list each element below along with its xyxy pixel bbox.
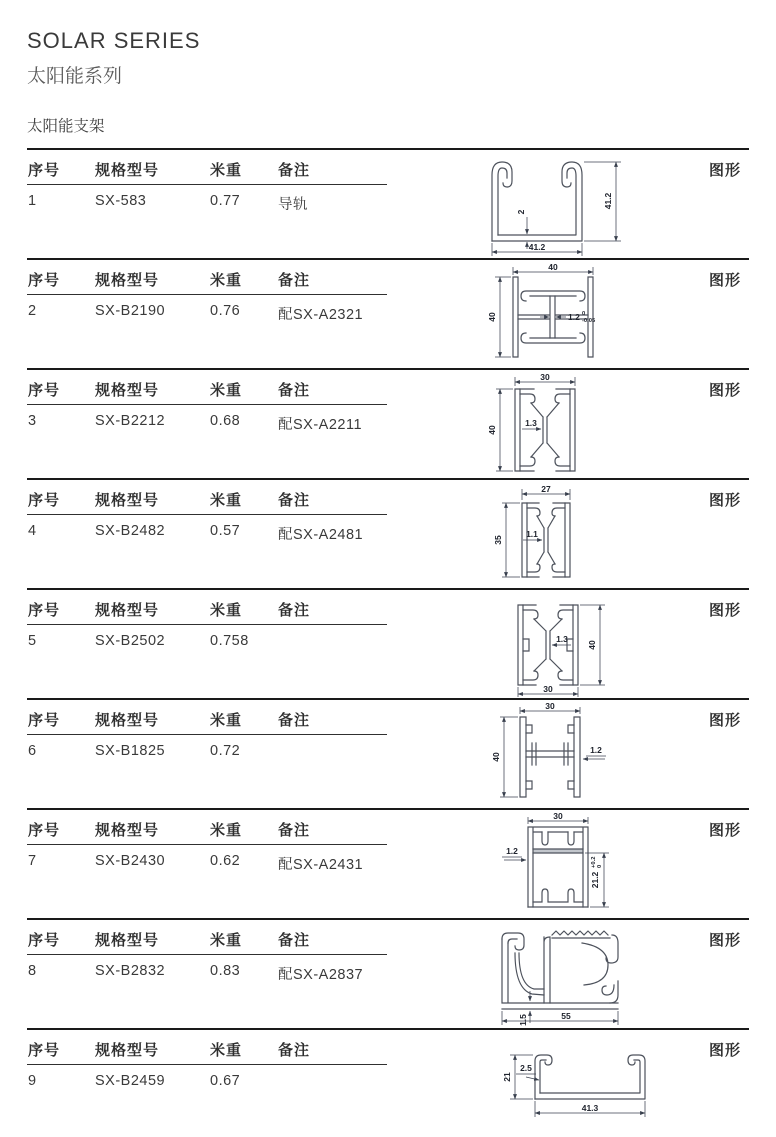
channel-drawing	[430, 1033, 710, 1129]
col-header-weight: 米重	[210, 162, 243, 179]
header-divider	[27, 514, 387, 515]
dim-label-left: 21	[502, 1072, 512, 1082]
cell-weight: 0.62	[210, 853, 241, 869]
profile-outline	[520, 457, 570, 471]
dim-label-top: 30	[553, 813, 563, 821]
profile-outline	[523, 671, 573, 685]
dim-label-top: 30	[545, 703, 555, 711]
col-header-weight: 米重	[210, 602, 243, 619]
col-header-figure: 图形	[708, 932, 741, 949]
cell-weight: 0.67	[210, 1073, 241, 1089]
profile-outline	[527, 564, 565, 577]
cell-weight: 0.72	[210, 743, 241, 759]
profile-outline	[527, 503, 565, 516]
header-divider	[27, 734, 387, 735]
profile-drawing-3	[430, 373, 710, 477]
col-header-weight: 米重	[210, 272, 243, 289]
col-header-remark: 备注	[278, 822, 311, 839]
cell-no: 3	[28, 413, 37, 429]
cell-model: SX-B2502	[95, 633, 166, 649]
col-header-no: 序号	[28, 712, 61, 729]
cell-model: SX-B2212	[95, 413, 166, 429]
extrusion-drawing	[430, 483, 710, 587]
profile-section-3	[27, 368, 749, 478]
profile-outline	[523, 605, 573, 619]
col-header-weight: 米重	[210, 1042, 243, 1059]
col-header-no: 序号	[28, 602, 61, 619]
dim-label-bottom: 41.3	[581, 1103, 599, 1113]
cell-model: SX-B2832	[95, 963, 166, 979]
dim-label-bottom: 30	[543, 684, 553, 694]
col-header-weight: 米重	[210, 492, 243, 509]
col-header-model: 规格型号	[95, 602, 160, 619]
page-title: SOLAR SERIES	[27, 28, 201, 53]
dim-label-thickness: 2	[516, 209, 526, 215]
dim-label-web: 1.1	[526, 529, 538, 539]
profile-outline	[498, 168, 507, 235]
profile-outline	[521, 291, 585, 301]
col-header-no: 序号	[28, 272, 61, 289]
dimension-line	[526, 1077, 539, 1080]
profile-outline	[526, 743, 574, 765]
col-header-no: 序号	[28, 822, 61, 839]
cell-remark: 配SX-A2431	[278, 857, 364, 873]
header-divider	[27, 404, 387, 405]
profile-drawing-6	[430, 703, 710, 807]
col-header-no: 序号	[28, 1042, 61, 1059]
profile-outline	[544, 931, 610, 1003]
col-header-figure: 图形	[708, 382, 741, 399]
rail-profile-drawing	[430, 923, 710, 1027]
profile-section-6	[27, 698, 749, 808]
cell-no: 6	[28, 743, 37, 759]
strut-channel-drawing	[430, 153, 710, 257]
header-divider	[27, 954, 387, 955]
profile-section-1	[27, 148, 749, 258]
cell-no: 2	[28, 303, 37, 319]
col-header-remark: 备注	[278, 932, 311, 949]
cell-model: SX-B2482	[95, 523, 166, 539]
series-name-cn: 太阳能系列	[27, 66, 123, 87]
dim-label-width: 41.2	[528, 242, 546, 252]
dim-label-left: 40	[491, 752, 501, 762]
profile-outline	[492, 162, 512, 241]
extrusion-drawing	[430, 813, 710, 917]
profile-outline	[521, 333, 585, 343]
dim-label-right-thk: 1.2	[590, 745, 602, 755]
col-header-no: 序号	[28, 932, 61, 949]
profile-drawing-2	[430, 263, 710, 367]
col-header-weight: 米重	[210, 712, 243, 729]
profile-section-5	[27, 588, 749, 698]
cell-model: SX-B2190	[95, 303, 166, 319]
cell-no: 7	[28, 853, 37, 869]
profile-outline	[528, 889, 588, 907]
profile-section-7	[27, 808, 749, 918]
profile-drawing-5	[430, 593, 710, 697]
dim-label-top: 30	[540, 373, 550, 382]
profile-section-4	[27, 478, 749, 588]
profile-outline	[531, 403, 559, 457]
col-header-figure: 图形	[708, 822, 741, 839]
col-header-figure: 图形	[708, 162, 741, 179]
header-divider	[27, 184, 387, 185]
col-header-model: 规格型号	[95, 712, 160, 729]
dim-label-left-thk: 1.2	[506, 846, 518, 856]
col-header-figure: 图形	[708, 1042, 741, 1059]
category-label: 太阳能支架	[27, 118, 105, 135]
cell-no: 1	[28, 193, 37, 209]
col-header-figure: 图形	[708, 272, 741, 289]
dim-tolerance-lower: 0	[597, 864, 603, 868]
dim-label-thickness: 2.5	[520, 1063, 532, 1073]
col-header-remark: 备注	[278, 162, 311, 179]
dim-label-bottom: 55	[561, 1011, 571, 1021]
col-header-no: 序号	[28, 492, 61, 509]
dim-label-left: 40	[487, 312, 497, 322]
header-divider	[27, 1064, 387, 1065]
cell-weight: 0.77	[210, 193, 241, 209]
profile-section-9	[27, 1028, 749, 1127]
dim-label-right: 21.2	[590, 871, 600, 889]
profile-outline	[513, 277, 593, 357]
col-header-model: 规格型号	[95, 932, 160, 949]
cell-no: 5	[28, 633, 37, 649]
cell-remark: 配SX-A2211	[278, 417, 363, 433]
col-header-no: 序号	[28, 382, 61, 399]
profile-drawing-8	[430, 923, 710, 1027]
dim-label-right: 40	[587, 640, 597, 650]
profile-drawing-7	[430, 813, 710, 917]
col-header-remark: 备注	[278, 712, 311, 729]
dim-label-height: 41.2	[603, 192, 613, 210]
cell-model: SX-B2430	[95, 853, 166, 869]
cell-remark: 导轨	[278, 197, 308, 213]
cell-weight: 0.57	[210, 523, 241, 539]
cell-remark: 配SX-A2481	[278, 527, 364, 543]
cell-model: SX-B2459	[95, 1073, 166, 1089]
profile-outline	[540, 1060, 546, 1093]
cell-weight: 0.758	[210, 633, 249, 649]
col-header-figure: 图形	[708, 492, 741, 509]
cell-weight: 0.76	[210, 303, 241, 319]
profile-outline	[520, 389, 570, 403]
cell-remark: 配SX-A2837	[278, 967, 364, 983]
cell-no: 9	[28, 1073, 37, 1089]
dim-label-web: 1.2	[568, 312, 580, 322]
col-header-remark: 备注	[278, 492, 311, 509]
profile-outline	[492, 162, 582, 241]
col-header-model: 规格型号	[95, 272, 160, 289]
cell-remark: 配SX-A2321	[278, 307, 364, 323]
dim-tolerance-upper: +0.2	[591, 856, 597, 868]
profile-drawing-4	[430, 483, 710, 587]
col-header-remark: 备注	[278, 1042, 311, 1059]
dim-label-top: 40	[548, 263, 558, 272]
col-header-weight: 米重	[210, 932, 243, 949]
cell-weight: 0.83	[210, 963, 241, 979]
col-header-remark: 备注	[278, 602, 311, 619]
profile-outline	[498, 168, 576, 235]
profile-outline	[582, 935, 618, 1003]
dim-label-web: 1.3	[525, 418, 537, 428]
col-header-weight: 米重	[210, 382, 243, 399]
extrusion-drawing	[430, 263, 710, 367]
cell-model: SX-583	[95, 193, 147, 209]
dim-tolerance-upper: 0	[582, 311, 586, 317]
cell-no: 4	[28, 523, 37, 539]
extrusion-drawing	[430, 593, 710, 697]
header-divider	[27, 294, 387, 295]
cell-no: 8	[28, 963, 37, 979]
col-header-model: 规格型号	[95, 822, 160, 839]
profile-drawing-9	[430, 1033, 710, 1137]
cell-weight: 0.68	[210, 413, 241, 429]
dim-label-thickness: 1.5	[518, 1014, 528, 1026]
profile-drawing-1	[430, 153, 710, 257]
col-header-figure: 图形	[708, 602, 741, 619]
dim-tolerance-lower: -0.05	[582, 318, 596, 324]
extrusion-drawing	[430, 373, 710, 477]
dim-label-web: 1.3	[556, 634, 568, 644]
profile-outline	[515, 389, 575, 471]
col-header-remark: 备注	[278, 382, 311, 399]
col-header-model: 规格型号	[95, 382, 160, 399]
profile-outline	[540, 1060, 640, 1093]
col-header-remark: 备注	[278, 272, 311, 289]
dim-label-left: 35	[493, 535, 503, 545]
col-header-model: 规格型号	[95, 162, 160, 179]
dim-label-top: 27	[541, 484, 551, 494]
dim-label-right-group	[590, 857, 603, 889]
extrusion-drawing	[430, 703, 710, 807]
profile-section-8	[27, 918, 749, 1028]
profile-outline	[502, 933, 524, 950]
col-header-figure: 图形	[708, 712, 741, 729]
profile-outline	[515, 953, 544, 995]
dim-label-left: 40	[487, 425, 497, 435]
header-divider	[27, 844, 387, 845]
col-header-model: 规格型号	[95, 492, 160, 509]
cell-model: SX-B1825	[95, 743, 166, 759]
profile-outline	[528, 827, 588, 907]
col-header-no: 序号	[28, 162, 61, 179]
profile-section-2	[27, 258, 749, 368]
header-divider	[27, 624, 387, 625]
col-header-weight: 米重	[210, 822, 243, 839]
col-header-model: 规格型号	[95, 1042, 160, 1059]
